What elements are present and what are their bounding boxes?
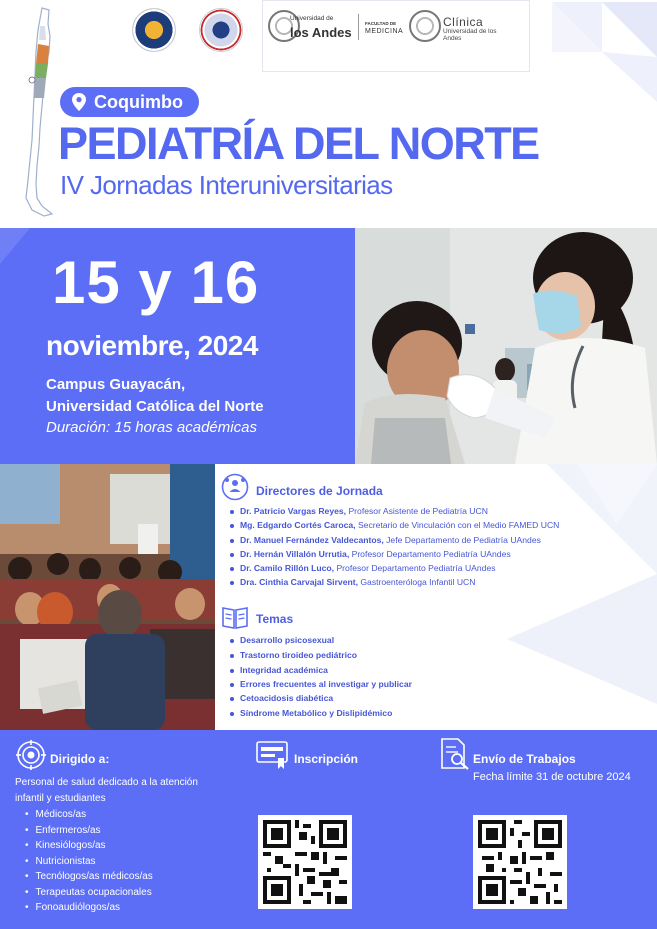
- book-icon: [221, 603, 249, 631]
- director-item: Dra. Cinthia Carvajal Sirvent, Gastroenteróloga Infantil UCN: [230, 577, 475, 587]
- audience-item: • Tecnólogos/as médicos/as: [25, 871, 153, 887]
- uandes-label: los Andes: [290, 25, 352, 40]
- event-duration: Duración: 15 horas académicas: [46, 419, 257, 436]
- location-badge: [60, 87, 199, 117]
- uandes-label-small: Universidad de: [290, 15, 334, 22]
- topic-item: Errores frecuentes al investigar y publicar: [230, 679, 412, 689]
- audience-heading: Dirigido a:: [50, 752, 110, 766]
- director-item: Dr. Patricio Vargas Reyes, Profesor Asistente de Pediatría UCN: [230, 506, 488, 516]
- poster-header: [0, 0, 657, 228]
- logo-divider: [358, 14, 359, 40]
- clinica-label: Clínica: [443, 15, 484, 29]
- event-title: PEDIATRÍA DEL NORTE: [58, 118, 539, 169]
- clinica-seal: [409, 10, 441, 42]
- director-item: Dr. Camilo Rillón Luco, Profesor Departamento Pediatría UAndes: [230, 563, 496, 573]
- registration-heading[interactable]: Inscripción: [294, 752, 359, 766]
- decorative-triangles: [447, 464, 657, 730]
- audience-item: • Enfermeros/as: [25, 825, 153, 841]
- submissions-qr-code[interactable]: [473, 815, 567, 909]
- venue-campus: Campus Guayacán,: [46, 376, 186, 393]
- topic-item: Desarrollo psicosexual: [230, 635, 334, 645]
- document-search-icon: [440, 738, 470, 770]
- audience-list: [25, 809, 153, 918]
- director-item: Mg. Edgardo Cortés Caroca, Secretario de Vinculación con el Medio FAMED UCN: [230, 520, 559, 530]
- qr-code-icon: [263, 820, 347, 904]
- submissions-heading: Envío de Trabajos: [473, 752, 576, 766]
- faculty-label-small: FACULTAD DE: [365, 21, 397, 26]
- event-dates: 15 y 16: [52, 249, 260, 316]
- audience-item: • Nutricionistas: [25, 856, 153, 872]
- doctor-examining-child-photo: [355, 228, 657, 464]
- director-item: Dr. Manuel Fernández Valdecantos, Jefe Departamento de Pediatría UAndes: [230, 535, 541, 545]
- audience-intro-line2: infantil y estudiantes: [15, 793, 106, 804]
- location-label: Coquimbo: [94, 91, 183, 112]
- date-panel: [0, 228, 357, 464]
- audience-intro-line1: Personal de salud dedicado a la atención: [15, 777, 198, 788]
- topic-item: Cetoacidosis diabética: [230, 693, 333, 703]
- ucn-logo: [132, 8, 176, 52]
- location-pin-icon: [70, 92, 88, 112]
- form-icon: [256, 740, 288, 770]
- bottom-info-band: [0, 730, 657, 929]
- clinica-sublabel: Universidad de los Andes: [443, 28, 497, 42]
- audience-item: • Médicos/as: [25, 809, 153, 825]
- decorative-triangles: [552, 2, 657, 102]
- registration-qr-code[interactable]: [258, 815, 352, 909]
- faculty-label: MEDICINA: [365, 28, 404, 35]
- topic-item: Integridad académica: [230, 665, 328, 675]
- venue-university: Universidad Católica del Norte: [46, 398, 264, 415]
- topic-item: Síndrome Metabólico y Dislipidémico: [230, 708, 392, 718]
- qr-code-icon: [478, 820, 562, 904]
- conference-audience-photo: [0, 464, 215, 730]
- audience-item: • Kinesiólogos/as: [25, 840, 153, 856]
- topics-heading: Temas: [256, 612, 294, 626]
- submissions-deadline: Fecha límite 31 de octubre 2024: [473, 771, 631, 783]
- topic-item: Trastorno tiroideo pediátrico: [230, 650, 357, 660]
- chile-map-icon: [22, 6, 62, 218]
- program-info-panel: [215, 464, 657, 730]
- target-icon: [16, 740, 46, 770]
- famed-logo: [199, 8, 243, 52]
- decorative-triangle: [0, 228, 30, 264]
- event-subtitle: IV Jornadas Interuniversitarias: [60, 170, 393, 200]
- audience-item: • Fonoaudiólogos/as: [25, 902, 153, 918]
- director-item: Dr. Hernán Villalón Urrutia, Profesor Departamento Pediatría UAndes: [230, 549, 511, 559]
- audience-item: • Terapeutas ocupacionales: [25, 887, 153, 903]
- directors-network-icon: [221, 473, 249, 501]
- event-month-year: noviembre, 2024: [46, 330, 258, 361]
- directors-heading: Directores de Jornada: [256, 484, 383, 498]
